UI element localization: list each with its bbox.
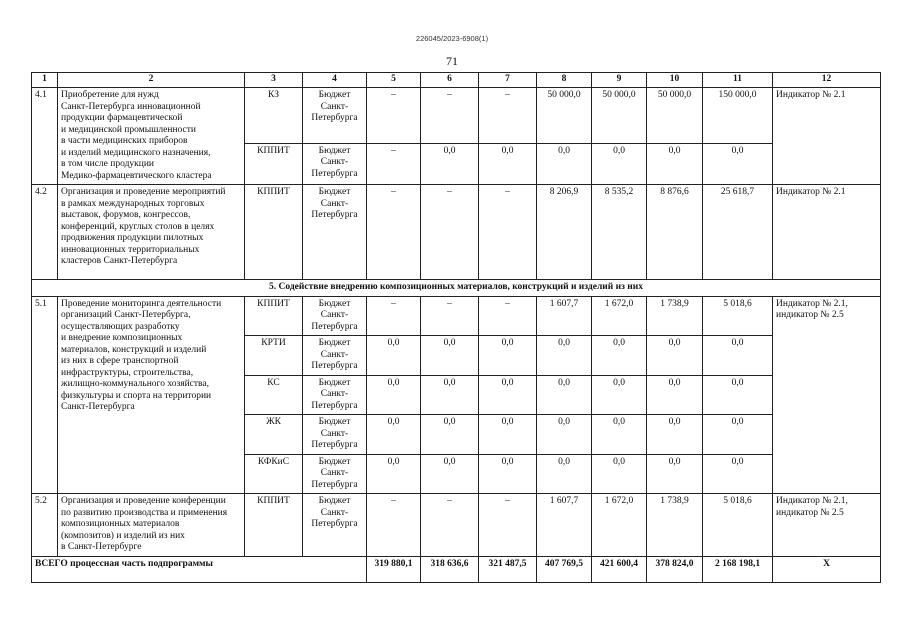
document-id: 226045/2023-6908(1) — [415, 34, 489, 43]
funding-source: Бюджет Санкт-Петербурга — [303, 336, 367, 376]
value-cell: 0,0 — [703, 336, 773, 376]
value-cell: 0,0 — [592, 454, 647, 494]
value-cell: 8 876,6 — [647, 185, 703, 280]
indicator: Индикатор № 2.1 — [773, 88, 881, 185]
value-cell: 0,0 — [479, 454, 537, 494]
value-cell: – — [367, 88, 421, 144]
value-cell: 0,0 — [703, 415, 773, 455]
value-cell: 0,0 — [647, 415, 703, 455]
value-cell: 50 000,0 — [592, 88, 647, 144]
total-value: 378 824,0 — [647, 556, 703, 582]
funding-source: Бюджет Санкт-Петербурга — [303, 143, 367, 184]
value-cell: 0,0 — [479, 336, 537, 376]
value-cell: 0,0 — [421, 454, 479, 494]
row-number: 4.1 — [32, 88, 58, 185]
value-cell: 0,0 — [647, 143, 703, 184]
value-cell: 0,0 — [647, 454, 703, 494]
col-header: 5 — [367, 73, 421, 88]
indicator: Индикатор № 2.1, индикатор № 2.5 — [773, 494, 881, 557]
section-title: 5. Содействие внедрению композиционных материалов, конструкций и изделий из них — [32, 280, 881, 297]
value-cell: – — [479, 185, 537, 280]
value-cell: 0,0 — [647, 336, 703, 376]
executor: КППИТ — [245, 494, 303, 557]
value-cell: – — [367, 143, 421, 184]
executor: ЖК — [245, 415, 303, 455]
budget-table — [31, 72, 881, 583]
col-header: 12 — [773, 73, 881, 88]
value-cell: 0,0 — [367, 454, 421, 494]
total-indicator: Х — [773, 556, 881, 582]
value-cell: 0,0 — [421, 375, 479, 415]
row-number: 4.2 — [32, 185, 58, 280]
col-header: 7 — [479, 73, 537, 88]
funding-source: Бюджет Санкт-Петербурга — [303, 454, 367, 494]
value-cell: 0,0 — [367, 415, 421, 455]
row-number: 5.1 — [32, 296, 58, 494]
value-cell: 0,0 — [647, 375, 703, 415]
value-cell: 5 018,6 — [703, 296, 773, 336]
value-cell: 0,0 — [421, 143, 479, 184]
executor: КППИТ — [245, 296, 303, 336]
value-cell: 0,0 — [592, 415, 647, 455]
table-row — [32, 296, 881, 336]
funding-source: Бюджет Санкт-Петербурга — [303, 375, 367, 415]
measure-name: Проведение мониторинга деятельности организаций Санкт-Петербурга, осуществляющих разработку и внедрение композиционных материалов, конструкций и изделий из них в сфере транспортной инфраструктуры, строительства, жилищно-коммунального хозяйства, физкультуры и спорта на территории Санкт-Петербурга — [58, 296, 245, 494]
funding-source: Бюджет Санкт-Петербурга — [303, 296, 367, 336]
table-row — [32, 185, 881, 280]
value-cell: 0,0 — [367, 375, 421, 415]
total-value: 407 769,5 — [537, 556, 592, 582]
table-row — [32, 494, 881, 557]
value-cell: 8 535,2 — [592, 185, 647, 280]
total-value: 319 880,1 — [367, 556, 421, 582]
value-cell: 0,0 — [592, 143, 647, 184]
value-cell: 0,0 — [537, 375, 592, 415]
value-cell: 1 607,7 — [537, 296, 592, 336]
value-cell: 0,0 — [703, 454, 773, 494]
value-cell: 0,0 — [703, 375, 773, 415]
value-cell: – — [479, 494, 537, 557]
col-header: 9 — [592, 73, 647, 88]
col-header: 10 — [647, 73, 703, 88]
value-cell: 1 738,9 — [647, 494, 703, 557]
value-cell: 0,0 — [479, 375, 537, 415]
indicator: Индикатор № 2.1 — [773, 185, 881, 280]
total-value: 321 487,5 — [479, 556, 537, 582]
value-cell: 8 206,9 — [537, 185, 592, 280]
value-cell: 0,0 — [537, 454, 592, 494]
total-value: 318 636,6 — [421, 556, 479, 582]
row-number: 5.2 — [32, 494, 58, 557]
value-cell: 0,0 — [592, 375, 647, 415]
col-header: 6 — [421, 73, 479, 88]
funding-source: Бюджет Санкт-Петербурга — [303, 494, 367, 557]
measure-name: Организация и проведение конференции по развитию производства и применения композиционных материалов (композитов) и изделий из них в Санкт-Петербурге — [58, 494, 245, 557]
value-cell: 150 000,0 — [703, 88, 773, 144]
value-cell: 0,0 — [421, 415, 479, 455]
section-row — [32, 280, 881, 297]
total-row — [32, 556, 881, 582]
executor: КРТИ — [245, 336, 303, 376]
col-header: 8 — [537, 73, 592, 88]
column-header-row — [32, 73, 881, 88]
measure-name: Приобретение для нужд Санкт-Петербурга инновационной продукции фармацевтической и медицинской промышленности в части медицинских приборов и изделий медицинского назначения, в том числе продукции Медико-фармацевтического кластера — [58, 88, 245, 185]
value-cell: 50 000,0 — [537, 88, 592, 144]
measure-name: Организация и проведение мероприятий в рамках международных торговых выставок, форумов, конгрессов, конференций, круглых столов в целях продвижения продукции пилотных инновационных территориальных кластеров Санкт-Петербурга — [58, 185, 245, 280]
value-cell: – — [421, 494, 479, 557]
value-cell: 0,0 — [421, 336, 479, 376]
col-header: 2 — [58, 73, 245, 88]
value-cell: 0,0 — [703, 143, 773, 184]
funding-source: Бюджет Санкт-Петербурга — [303, 415, 367, 455]
executor: КППИТ — [245, 185, 303, 280]
funding-source: Бюджет Санкт-Петербурга — [303, 185, 367, 280]
value-cell: 1 738,9 — [647, 296, 703, 336]
col-header: 11 — [703, 73, 773, 88]
value-cell: – — [479, 296, 537, 336]
value-cell: 0,0 — [537, 415, 592, 455]
executor: КФКиС — [245, 454, 303, 494]
value-cell: – — [421, 185, 479, 280]
value-cell: – — [367, 185, 421, 280]
col-header: 1 — [32, 73, 58, 88]
executor: КППИТ — [245, 143, 303, 184]
table-row — [32, 88, 881, 144]
total-value: 421 600,4 — [592, 556, 647, 582]
value-cell: 0,0 — [537, 143, 592, 184]
value-cell: – — [421, 88, 479, 144]
value-cell: 1 672,0 — [592, 296, 647, 336]
value-cell: – — [421, 296, 479, 336]
value-cell: 50 000,0 — [647, 88, 703, 144]
value-cell: 1 672,0 — [592, 494, 647, 557]
total-label: ВСЕГО процессная часть подпрограммы — [32, 556, 367, 582]
value-cell: – — [367, 494, 421, 557]
col-header: 3 — [245, 73, 303, 88]
col-header: 4 — [303, 73, 367, 88]
page-number: 71 — [446, 54, 458, 68]
value-cell: 0,0 — [479, 415, 537, 455]
executor: КЗ — [245, 88, 303, 144]
value-cell: 0,0 — [537, 336, 592, 376]
value-cell: 0,0 — [592, 336, 647, 376]
value-cell: – — [367, 296, 421, 336]
funding-source: Бюджет Санкт-Петербурга — [303, 88, 367, 144]
value-cell: 0,0 — [479, 143, 537, 184]
indicator: Индикатор № 2.1, индикатор № 2.5 — [773, 296, 881, 494]
total-value: 2 168 198,1 — [703, 556, 773, 582]
executor: КС — [245, 375, 303, 415]
value-cell: – — [479, 88, 537, 144]
value-cell: 1 607,7 — [537, 494, 592, 557]
value-cell: 0,0 — [367, 336, 421, 376]
value-cell: 25 618,7 — [703, 185, 773, 280]
value-cell: 5 018,6 — [703, 494, 773, 557]
